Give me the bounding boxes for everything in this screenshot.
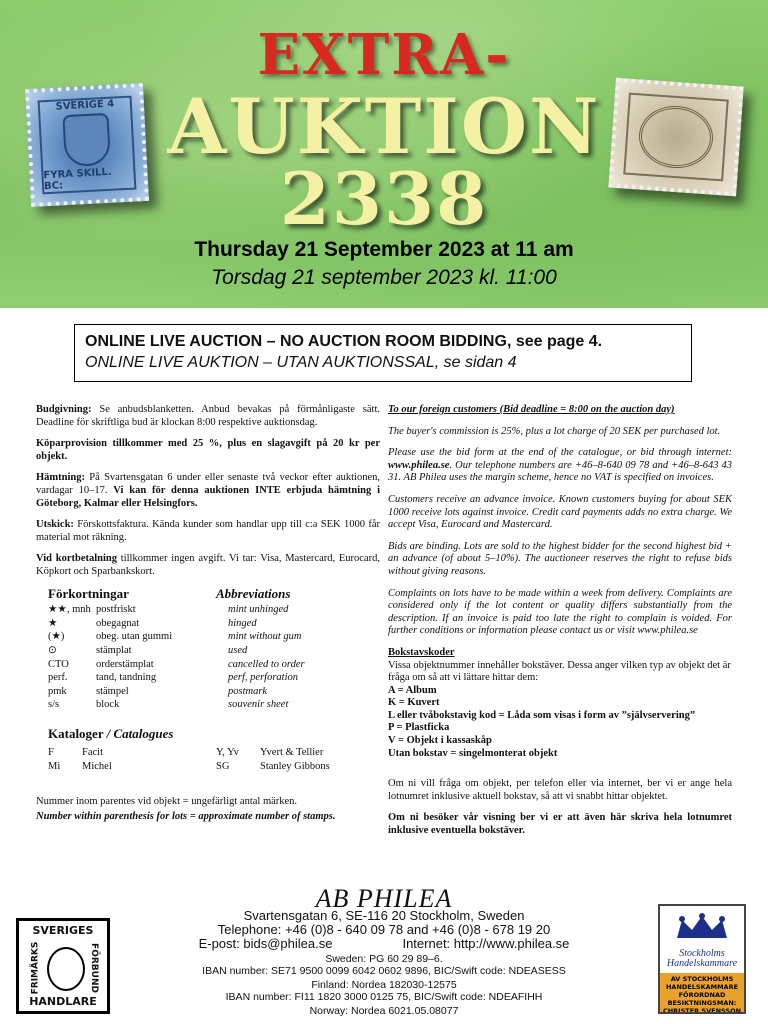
notice-line1-rest: , see page 4.: [506, 333, 603, 350]
abbreviation-row: ★★, mnh postfriskt mint unhinged: [48, 604, 289, 616]
buyers-commission: The buyer's commission is 25%, plus a lot charge of 20 SEK per purchased lot.: [388, 425, 721, 437]
letter-codes-list: [388, 685, 732, 761]
bidding-paragraph: Budgivning: Se anbudsblanketten. Anbud bevakas på förmånligaste sätt. Deadline för skriftliga bud är klockan 8:00 respektive auktionsdag.: [36, 404, 380, 428]
foreign-customers-heading: To our foreign customers (Bid deadline = 8:00 on the auction day): [388, 404, 675, 415]
online-auction-notice: [74, 324, 692, 382]
abbreviation-row: ★ obegagnat hinged: [48, 617, 257, 629]
website-link[interactable]: www.philea.se: [388, 459, 450, 471]
bid-form-paragraph: Please use the bid form at the end of the catalogue, or bid through internet: www.philea.se. Our telephone numbers are +46–8-640 09 78 and +46–8-643 43 31. AB Philea uses the margin scheme, hence no VAT is specified on invoices.: [388, 447, 732, 484]
inspector-badge: AV STOCKHOLMS HANDELSKAMMARE FÖRORDNAD BESIKTNINGSMAN: CHRISTER SVENSSON: [660, 973, 744, 1014]
abbreviations-table: [36, 603, 380, 712]
abbreviation-row: CTO orderstämplat cancelled to order: [48, 658, 305, 670]
parenthesis-note-swedish: Nummer inom parentes vid objekt = ungefärligt antal märken.: [36, 796, 298, 808]
parenthesis-note-english: Number within parenthesis for lots = approximate number of stamps.: [36, 811, 336, 823]
email-link[interactable]: E-post: bids@philea.se: [198, 936, 333, 951]
bank-sweden: Sweden: PG 60 29 89–6.: [325, 953, 443, 965]
company-telephone: Telephone: +46 (0)8 - 640 09 78 and +46 (0)8 - 678 19 20: [217, 922, 551, 937]
letter-code-item: Utan bokstav = singelmonterat objekt: [388, 747, 558, 759]
bank-finland: Finland: Nordea 182030-12575: [311, 979, 457, 991]
catalogue-row: F Facit Y, Yv Yvert & Tellier: [48, 747, 324, 759]
terms-swedish-column: [36, 404, 380, 824]
iban-sweden: IBAN number: SE71 9500 0099 6042 0602 9896, BIC/Swift code: NDEASESS: [202, 965, 566, 977]
complaints-paragraph: Complaints on lots have to be made within a week from delivery. Complaints are considered only if the lot content or quality differs substantially from the description. If an invoice is paid too late the right to complain is voided. For further conditions or information please contact us or visit www.philea.se: [388, 587, 732, 637]
abbreviations-header: Förkortningar Abbreviations: [48, 585, 291, 601]
catalogues-header: Kataloger / Catalogues: [48, 725, 174, 741]
date-english: Thursday 21 September 2023 at 11 am: [194, 238, 574, 261]
notice-line2: ONLINE LIVE AUKTION – UTAN AUKTIONSSAL, se sidan 4: [85, 354, 517, 371]
catalogues-table: [36, 746, 380, 774]
visit-paragraph: Om ni besöker vår visning ber vi er att även här skriva hela lotnumret inklusive eventuella bokstäver.: [388, 812, 732, 837]
letter-code-item: A = Album: [388, 684, 437, 696]
notice-line1-bold: ONLINE LIVE AUCTION – NO AUCTION ROOM BIDDING: [85, 333, 507, 350]
date-swedish: Torsdag 21 september 2023 kl. 11:00: [211, 266, 557, 289]
pickup-paragraph: Hämtning: På Svartensgatan 6 under eller senaste två veckor efter auktionen, vardagar 10–17. Vi kan för denna auktionen INTE erbjuda hämtning i Göteborg, Kalmar eller Helsingfors.: [36, 472, 380, 509]
abbreviation-row: pmk stämpel postmark: [48, 685, 268, 697]
terms-english-column: [388, 404, 732, 847]
card-payment-paragraph: Vid kortbetalning tillkommer ingen avgift. Vi tar: Visa, Mastercard, Eurocard, Köpkort och Sparbankskort.: [36, 553, 381, 577]
bank-norway: Norway: Nordea 6021.05.08077: [309, 1005, 459, 1017]
letter-code-item: V = Objekt i kassaskåp: [388, 735, 492, 747]
title-number: 2338: [279, 156, 489, 241]
abbreviation-row: (★) obeg. utan gummi mint without gum: [48, 631, 302, 643]
letter-codes-intro: Vissa objektnummer innehåller bokstäver. Dessa anger vilken typ av objekt det är fråga om så att vi lättare hittar dem:: [388, 659, 731, 684]
abbreviation-row: ⊙ stämplat used: [48, 644, 248, 656]
commission-paragraph: Köparprovision tillkommer med 25 %, plus en slagavgift på 20 kr per objekt.: [36, 438, 380, 462]
title-extra: EXTRA-: [257, 22, 511, 88]
sveriges-frimarkshandlare-logo: SVERIGES FRIMÄRKS FÖRBUND HANDLARE: [16, 918, 110, 1014]
header-banner: [0, 0, 768, 308]
internet-link[interactable]: Internet: http://www.philea.se: [402, 936, 570, 951]
iban-finland: IBAN number: FI11 1820 3000 0125 75, BIC/Swift code: NDEAFIHH: [225, 991, 543, 1003]
company-name: AB PHILEA: [315, 884, 453, 913]
abbreviation-row: perf. tand, tandning perf, perforation: [48, 672, 298, 684]
letter-code-item: K = Kuvert: [388, 697, 440, 709]
shipping-paragraph: Utskick: Förskottsfaktura. Kända kunder som handlar upp till c:a SEK 1000 får material mot räkning.: [36, 519, 380, 543]
stockholms-handelskammare-logo: Stockholms Handelskammare AV STOCKHOLMS HANDELSKAMMARE FÖRORDNAD BESIKTNINGSMAN: CHRISTER SVENSSON: [658, 904, 746, 1014]
abbreviation-row: s/s block souvenir sheet: [48, 699, 289, 711]
title-auktion: AUKTION: [167, 82, 601, 171]
crown-icon: [672, 912, 732, 942]
company-address: Svartensgatan 6, SE-116 20 Stockholm, Sweden: [243, 908, 525, 923]
ask-paragraph: Om ni vill fråga om objekt, per telefon eller via internet, ber vi er ange hela lotnumret inklusive aktuell bokstav, så att vi snabbt hittar objektet.: [388, 778, 732, 802]
catalogue-row: Mi Michel SG Stanley Gibbons: [48, 761, 330, 773]
bids-binding-paragraph: Bids are binding. Lots are sold to the highest bidder for the second highest bid + an advance (of about 5–10%). The auctioneer reserves the right to refuse bids without giving reasons.: [388, 540, 732, 577]
letter-codes-heading: Bokstavskoder: [388, 646, 455, 658]
stamp-left-top-text: SVERIGE 4: [55, 98, 115, 113]
company-contacts: [0, 936, 768, 951]
stamp-left-bottom-text: FYRA SKILL. BC:: [43, 166, 112, 193]
letter-code-item: L eller tvåbokstavig kod = Låda som visas i form av ”självservering”: [388, 709, 696, 721]
letter-code-item: P = Plastficka: [388, 722, 450, 734]
advance-invoice-paragraph: Customers receive an advance invoice. Known customers buying for about SEK 1000 receive lots against invoice. Credit card payments adds no extra charge. We accept Visa, Eurocard and Mastercard.: [388, 493, 732, 531]
